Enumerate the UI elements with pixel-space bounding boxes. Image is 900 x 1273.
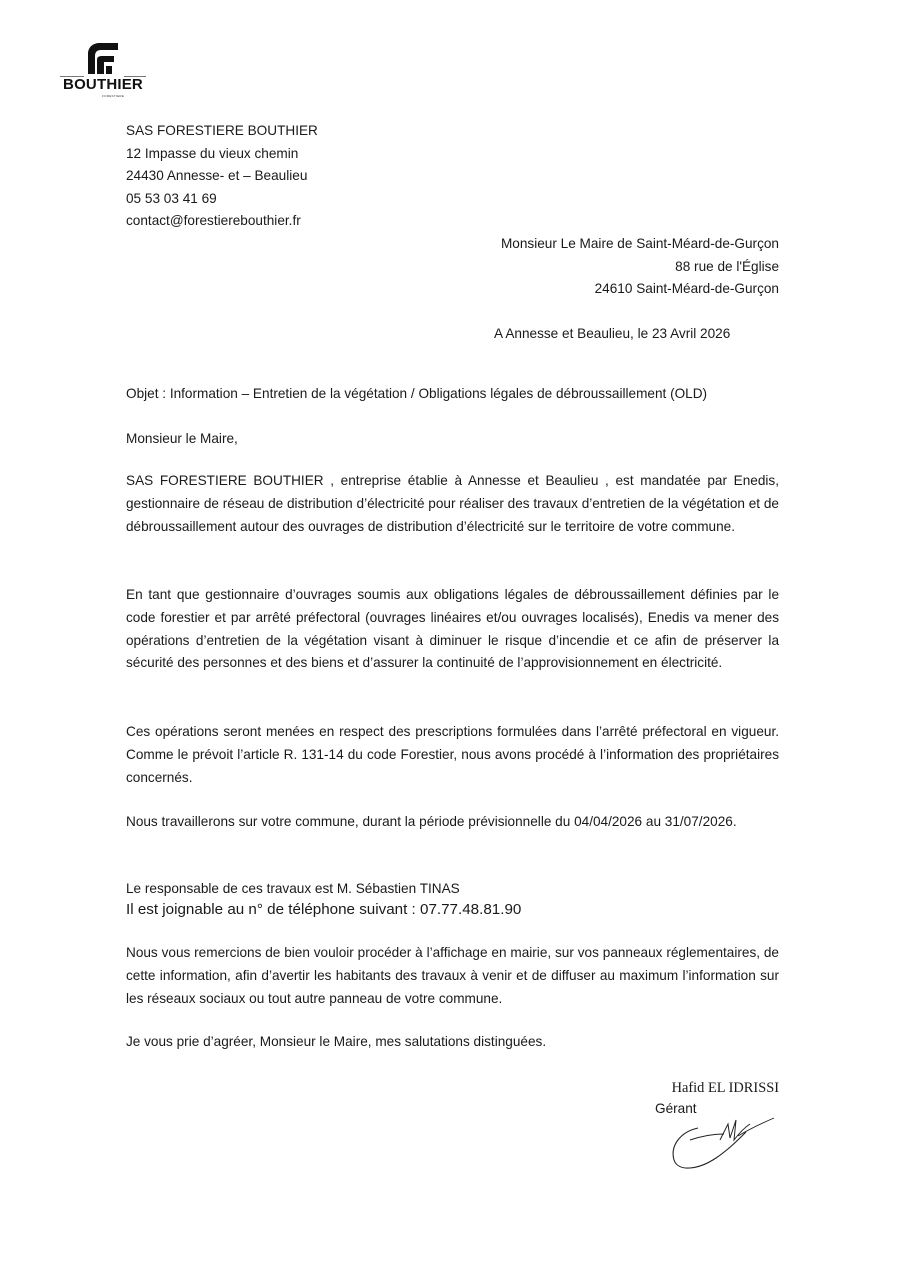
body-paragraph-4: Nous travaillerons sur votre commune, durant la période prévisionnelle du 04/04/2026 au 31/07/2026. — [126, 814, 737, 829]
company-logo — [58, 40, 148, 98]
subject-line: Objet : Information – Entretien de la végétation / Obligations légales de débroussaillement (OLD) — [126, 386, 708, 401]
sender-city: 24430 Annesse- et – Beaulieu — [126, 168, 308, 183]
responsible-line: Le responsable de ces travaux est M. Sébastien TINAS — [126, 881, 460, 896]
body-paragraph-3: Ces opérations seront menées en respect des prescriptions formulées dans l’arrêté préfectoral en vigueur. Comme le prévoit l’article R. 131-14 du code Forestier, nous avons procédé à l’information des propriétaires concernés. — [126, 724, 779, 785]
handwritten-signature — [668, 1110, 778, 1175]
body-paragraph-2: En tant que gestionnaire d’ouvrages soumis aux obligations légales de débroussaillement définies par le code forestier et par arrêté préfectoral (ouvrages linéaires et/ou ouvrages localisés), Enedis va mener des opérations d’entretien de la végétation visant à diminuer le risque d’incendie et ce afin de préserver la sécurité des personnes et des biens et d’assurer la continuité de l’approvisionnement en électricité. — [126, 587, 779, 671]
recipient-street: 88 rue de l'Église — [675, 259, 779, 274]
sender-phone: 05 53 03 41 69 — [126, 191, 217, 206]
closing-line: Je vous prie d’agréer, Monsieur le Maire, mes salutations distinguées. — [126, 1034, 547, 1049]
request-paragraph: Nous vous remercions de bien vouloir procéder à l’affichage en mairie, sur vos panneaux réglementaires, de cette information, afin d’avertir les habitants des travaux à venir et de diffuser au maximum l’information sur les réseaux sociaux ou tout autre panneau de votre commune. — [126, 945, 779, 1006]
sender-email: contact@forestierebouthier.fr — [126, 213, 301, 228]
logo-brand-text: BOUTHIER — [63, 76, 143, 93]
sender-company: SAS FORESTIERE BOUTHIER — [126, 123, 318, 138]
sender-street: 12 Impasse du vieux chemin — [126, 146, 299, 161]
phone-line: Il est joignable au n° de téléphone suivant : 07.77.48.81.90 — [126, 901, 522, 918]
recipient-city: 24610 Saint-Méard-de-Gurçon — [594, 281, 779, 296]
body-paragraph-1: SAS FORESTIERE BOUTHIER , entreprise établie à Annesse et Beaulieu , est mandatée par Enedis, gestionnaire de réseau de distribution d’électricité pour réaliser des travaux d’entretien de la végétation et de débroussaillement autour des ouvrages de distribution d’électricité sur le territoire de votre commune. — [126, 473, 779, 534]
date-line: A Annesse et Beaulieu, le 23 Avril 2026 — [494, 326, 731, 341]
signatory-role: Gérant — [655, 1101, 697, 1116]
salutation: Monsieur le Maire, — [126, 431, 238, 446]
logo-tagline: FORESTIERE — [102, 94, 125, 98]
signatory-name: Hafid EL IDRISSI — [671, 1080, 779, 1096]
logo-mark-icon — [84, 40, 122, 76]
recipient-name: Monsieur Le Maire de Saint-Méard-de-Gurçon — [500, 236, 779, 251]
